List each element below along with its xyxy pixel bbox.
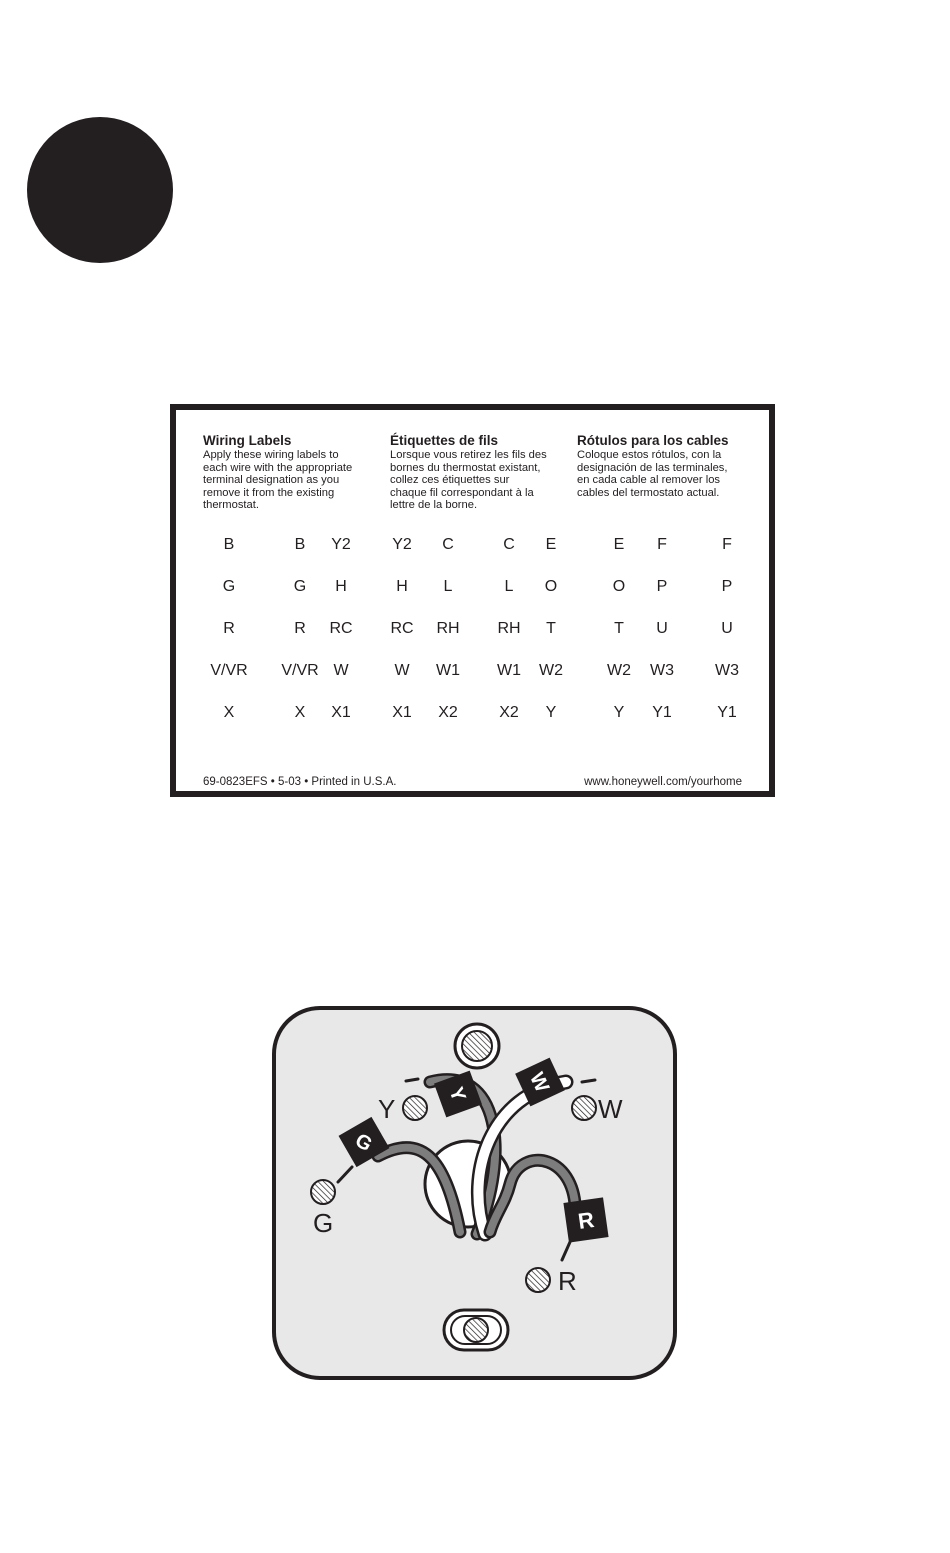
wire-label-code: RH — [497, 620, 521, 637]
english-line: thermostat. — [203, 499, 259, 512]
wire-label-code: L — [443, 578, 453, 595]
wire-label-code: W3 — [650, 662, 674, 679]
wire-label-code: B — [223, 536, 235, 553]
wire-tag-label: R — [576, 1207, 596, 1234]
wire-label-code: RH — [436, 620, 460, 637]
wire-label-code: X — [294, 704, 306, 721]
wire-label-code: E — [545, 536, 557, 553]
wire-label-code: P — [656, 578, 668, 595]
terminal-label: G — [313, 1208, 334, 1238]
top-mounting-screw — [455, 1024, 499, 1068]
document-number: 69-0823EFS • 5-03 • Printed in U.S.A. — [203, 776, 397, 788]
terminal-label: Y — [378, 1094, 396, 1124]
wire-label-code: W1 — [436, 662, 460, 679]
wire-label-code: Y — [613, 704, 625, 721]
french-column — [390, 433, 568, 512]
wire-label-code: R — [294, 620, 306, 637]
spanish-line: en cada cable al remover los — [577, 474, 721, 487]
wire-label-code: U — [721, 620, 733, 637]
english-line: terminal designation as you — [203, 474, 340, 487]
step-bullet — [27, 117, 173, 263]
spanish-column — [577, 433, 755, 499]
spanish-line: cables del termostato actual. — [577, 486, 720, 499]
wiring-labels-card — [170, 404, 775, 797]
wire-label-code: L — [504, 578, 514, 595]
terminal-label: R — [558, 1266, 577, 1296]
wire-label-code: T — [546, 620, 556, 637]
wire-label-code: Y — [545, 704, 557, 721]
wire-label-code: B — [294, 536, 306, 553]
wire-label-code: Y1 — [717, 704, 737, 721]
wire-tag-label: W — [525, 1069, 554, 1096]
wire-tag-label: G — [351, 1129, 376, 1157]
wire-tag-label: Y — [444, 1084, 470, 1105]
wire-label-code: P — [721, 578, 733, 595]
wire-label-code: Y2 — [331, 536, 351, 553]
wire-label-code: W — [394, 662, 410, 679]
wire-label-code: W3 — [715, 662, 739, 679]
wire-label-code: X — [223, 704, 235, 721]
french-line: bornes du thermostat existant, — [390, 461, 541, 474]
wire-label-code: E — [613, 536, 625, 553]
english-line: each wire with the appropriate — [203, 461, 353, 474]
french-line: Lorsque vous retirez les fils des — [390, 449, 547, 461]
wire-label-code: Y2 — [392, 536, 412, 553]
french-line: collez ces étiquettes sur — [390, 474, 510, 487]
wire-label-code: U — [656, 620, 668, 637]
spanish-line: Coloque estos rótulos, con la — [577, 449, 722, 461]
wire-label-code: W2 — [607, 662, 631, 679]
english-line: Apply these wiring labels to — [203, 449, 339, 461]
wallplate-wiring-diagram — [270, 1004, 680, 1382]
wire-label-code: O — [612, 578, 626, 595]
wire-label-code: H — [335, 578, 347, 595]
english-column — [203, 433, 381, 512]
wire-label-code: C — [503, 536, 515, 553]
wire-label-code: F — [657, 536, 667, 553]
french-title: Étiquettes de fils — [390, 433, 499, 448]
wire-label-code: R — [223, 620, 235, 637]
wire-label-code: F — [722, 536, 732, 553]
spanish-title: Rótulos para los cables — [577, 433, 729, 448]
wire-label-code: C — [442, 536, 454, 553]
english-line: remove it from the existing — [203, 486, 335, 499]
wire-label-code: RC — [390, 620, 414, 637]
wire-label-code: H — [396, 578, 408, 595]
wire-label-code: O — [544, 578, 558, 595]
wire-label-code: Y1 — [652, 704, 672, 721]
spanish-line: designación de las terminales, — [577, 461, 728, 474]
wire-label-code: G — [222, 578, 236, 595]
wire-label-code: W1 — [497, 662, 521, 679]
wire-label-code: V/VR — [281, 662, 319, 679]
bottom-mounting-screw — [444, 1310, 508, 1350]
wire-label-code: W — [333, 662, 349, 679]
wire-label-code: W2 — [539, 662, 563, 679]
wire-label-code: X1 — [392, 704, 412, 721]
wire-label-code: G — [293, 578, 307, 595]
terminal-label: W — [598, 1094, 623, 1124]
wire-label-code: V/VR — [210, 662, 248, 679]
wire-label-code: X1 — [331, 704, 351, 721]
website-url: www.honeywell.com/yourhome — [584, 776, 742, 788]
wire-label-code: RC — [329, 620, 353, 637]
wire-label-code: T — [614, 620, 624, 637]
english-title: Wiring Labels — [203, 433, 292, 448]
wire-label-code: X2 — [438, 704, 458, 721]
french-line: chaque fil correspondant à la — [390, 486, 534, 499]
wire-label-code: X2 — [499, 704, 519, 721]
french-line: lettre de la borne. — [390, 499, 478, 512]
